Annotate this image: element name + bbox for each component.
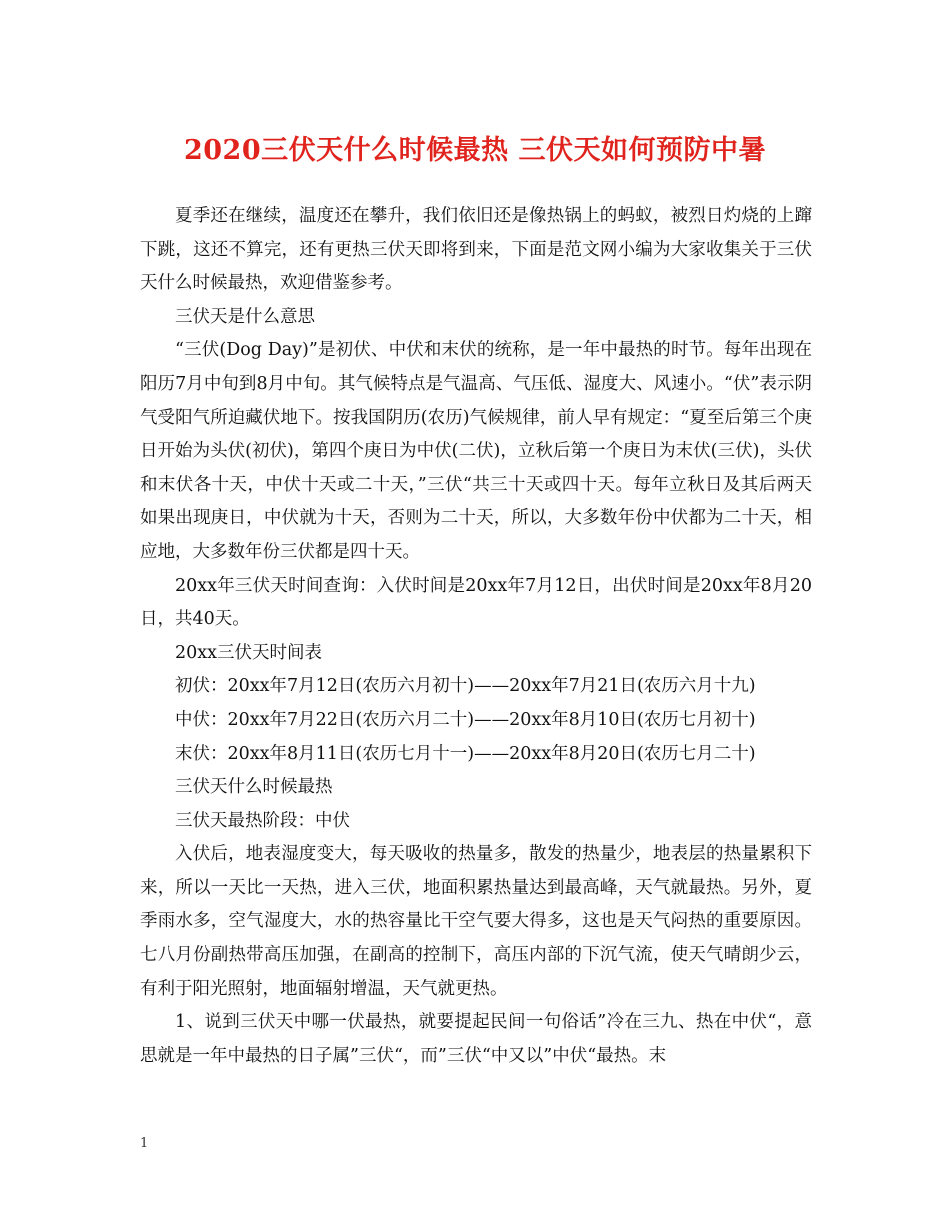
paragraph-meaning: “三伏(Dog Day)”是初伏、中伏和末伏的统称，是一年中最热的时节。每年出现在阳历7月中旬到8月中旬。其气候特点是气温高、气压低、湿度大、风速小。“伏”表示阴气受阳气所迫藏伏地下。按我国阴历(农历)气候规律，前人早有规定：“夏至后第三个庚日开始为头伏(初伏)，第四个庚日为中伏(二伏)，立秋后第一个庚日为末伏(三伏)，头伏和末伏各十天，中伏十天或二十天，”三伏“共三十天或四十天。每年立秋日及其后两天如果出现庚日，中伏就为十天，否则为二十天，所以，大多数年份中伏都为二十天，相应地，大多数年份三伏都是四十天。 xyxy=(140,340,812,562)
paragraph-intro: 夏季还在继续，温度还在攀升，我们依旧还是像热锅上的蚂蚁，被烈日灼烧的上蹿下跳，这还不算完，还有更热三伏天即将到来，下面是范文网小编为大家收集关于三伏天什么时候最热，欢迎借鉴参考。 xyxy=(140,206,812,294)
document-title: 2020三伏天什么时候最热 三伏天如何预防中暑 xyxy=(183,135,767,166)
schedule-zhongfu: 中伏：20xx年7月22日(农历六月二十)——20xx年8月10日(农历七月初十) xyxy=(175,709,756,730)
heading-schedule: 20xx三伏天时间表 xyxy=(175,642,323,663)
paragraph-explanation: 入伏后，地表湿度变大，每天吸收的热量多，散发的热量少，地表层的热量累积下来，所以一天比一天热，进入三伏，地面积累热量达到最高峰，天气就最热。另外，夏季雨水多，空气湿度大，水的热容量比干空气要大得多，这也是天气闷热的重要原因。七八月份副热带高压加强，在副高的控制下，高压内部的下沉气流，使天气晴朗少云，有利于阳光照射，地面辐射增温，天气就更热。 xyxy=(140,844,812,999)
heading-meaning: 三伏天是什么意思 xyxy=(175,306,315,327)
schedule-mofu: 末伏：20xx年8月11日(农历七月十一)——20xx年8月20日(农历七月二十) xyxy=(175,743,756,764)
paragraph-saying: 1、说到三伏天中哪一伏最热，就要提起民间一句俗话”冷在三九、热在中伏“，意思就是一年中最热的日子属”三伏“，而”三伏“中又以”中伏“最热。末 xyxy=(140,1012,812,1066)
document-body xyxy=(140,200,812,1073)
paragraph-dates: 20xx年三伏天时间查询：入伏时间是20xx年7月12日，出伏时间是20xx年8月20日，共40天。 xyxy=(140,575,812,630)
heading-hottest: 三伏天什么时候最热 xyxy=(175,777,333,798)
heading-hottest-stage: 三伏天最热阶段：中伏 xyxy=(175,810,350,831)
schedule-chufu: 初伏：20xx年7月12日(农历六月初十)——20xx年7月21日(农历六月十九) xyxy=(175,676,756,697)
page-number: 1 xyxy=(140,1136,149,1151)
